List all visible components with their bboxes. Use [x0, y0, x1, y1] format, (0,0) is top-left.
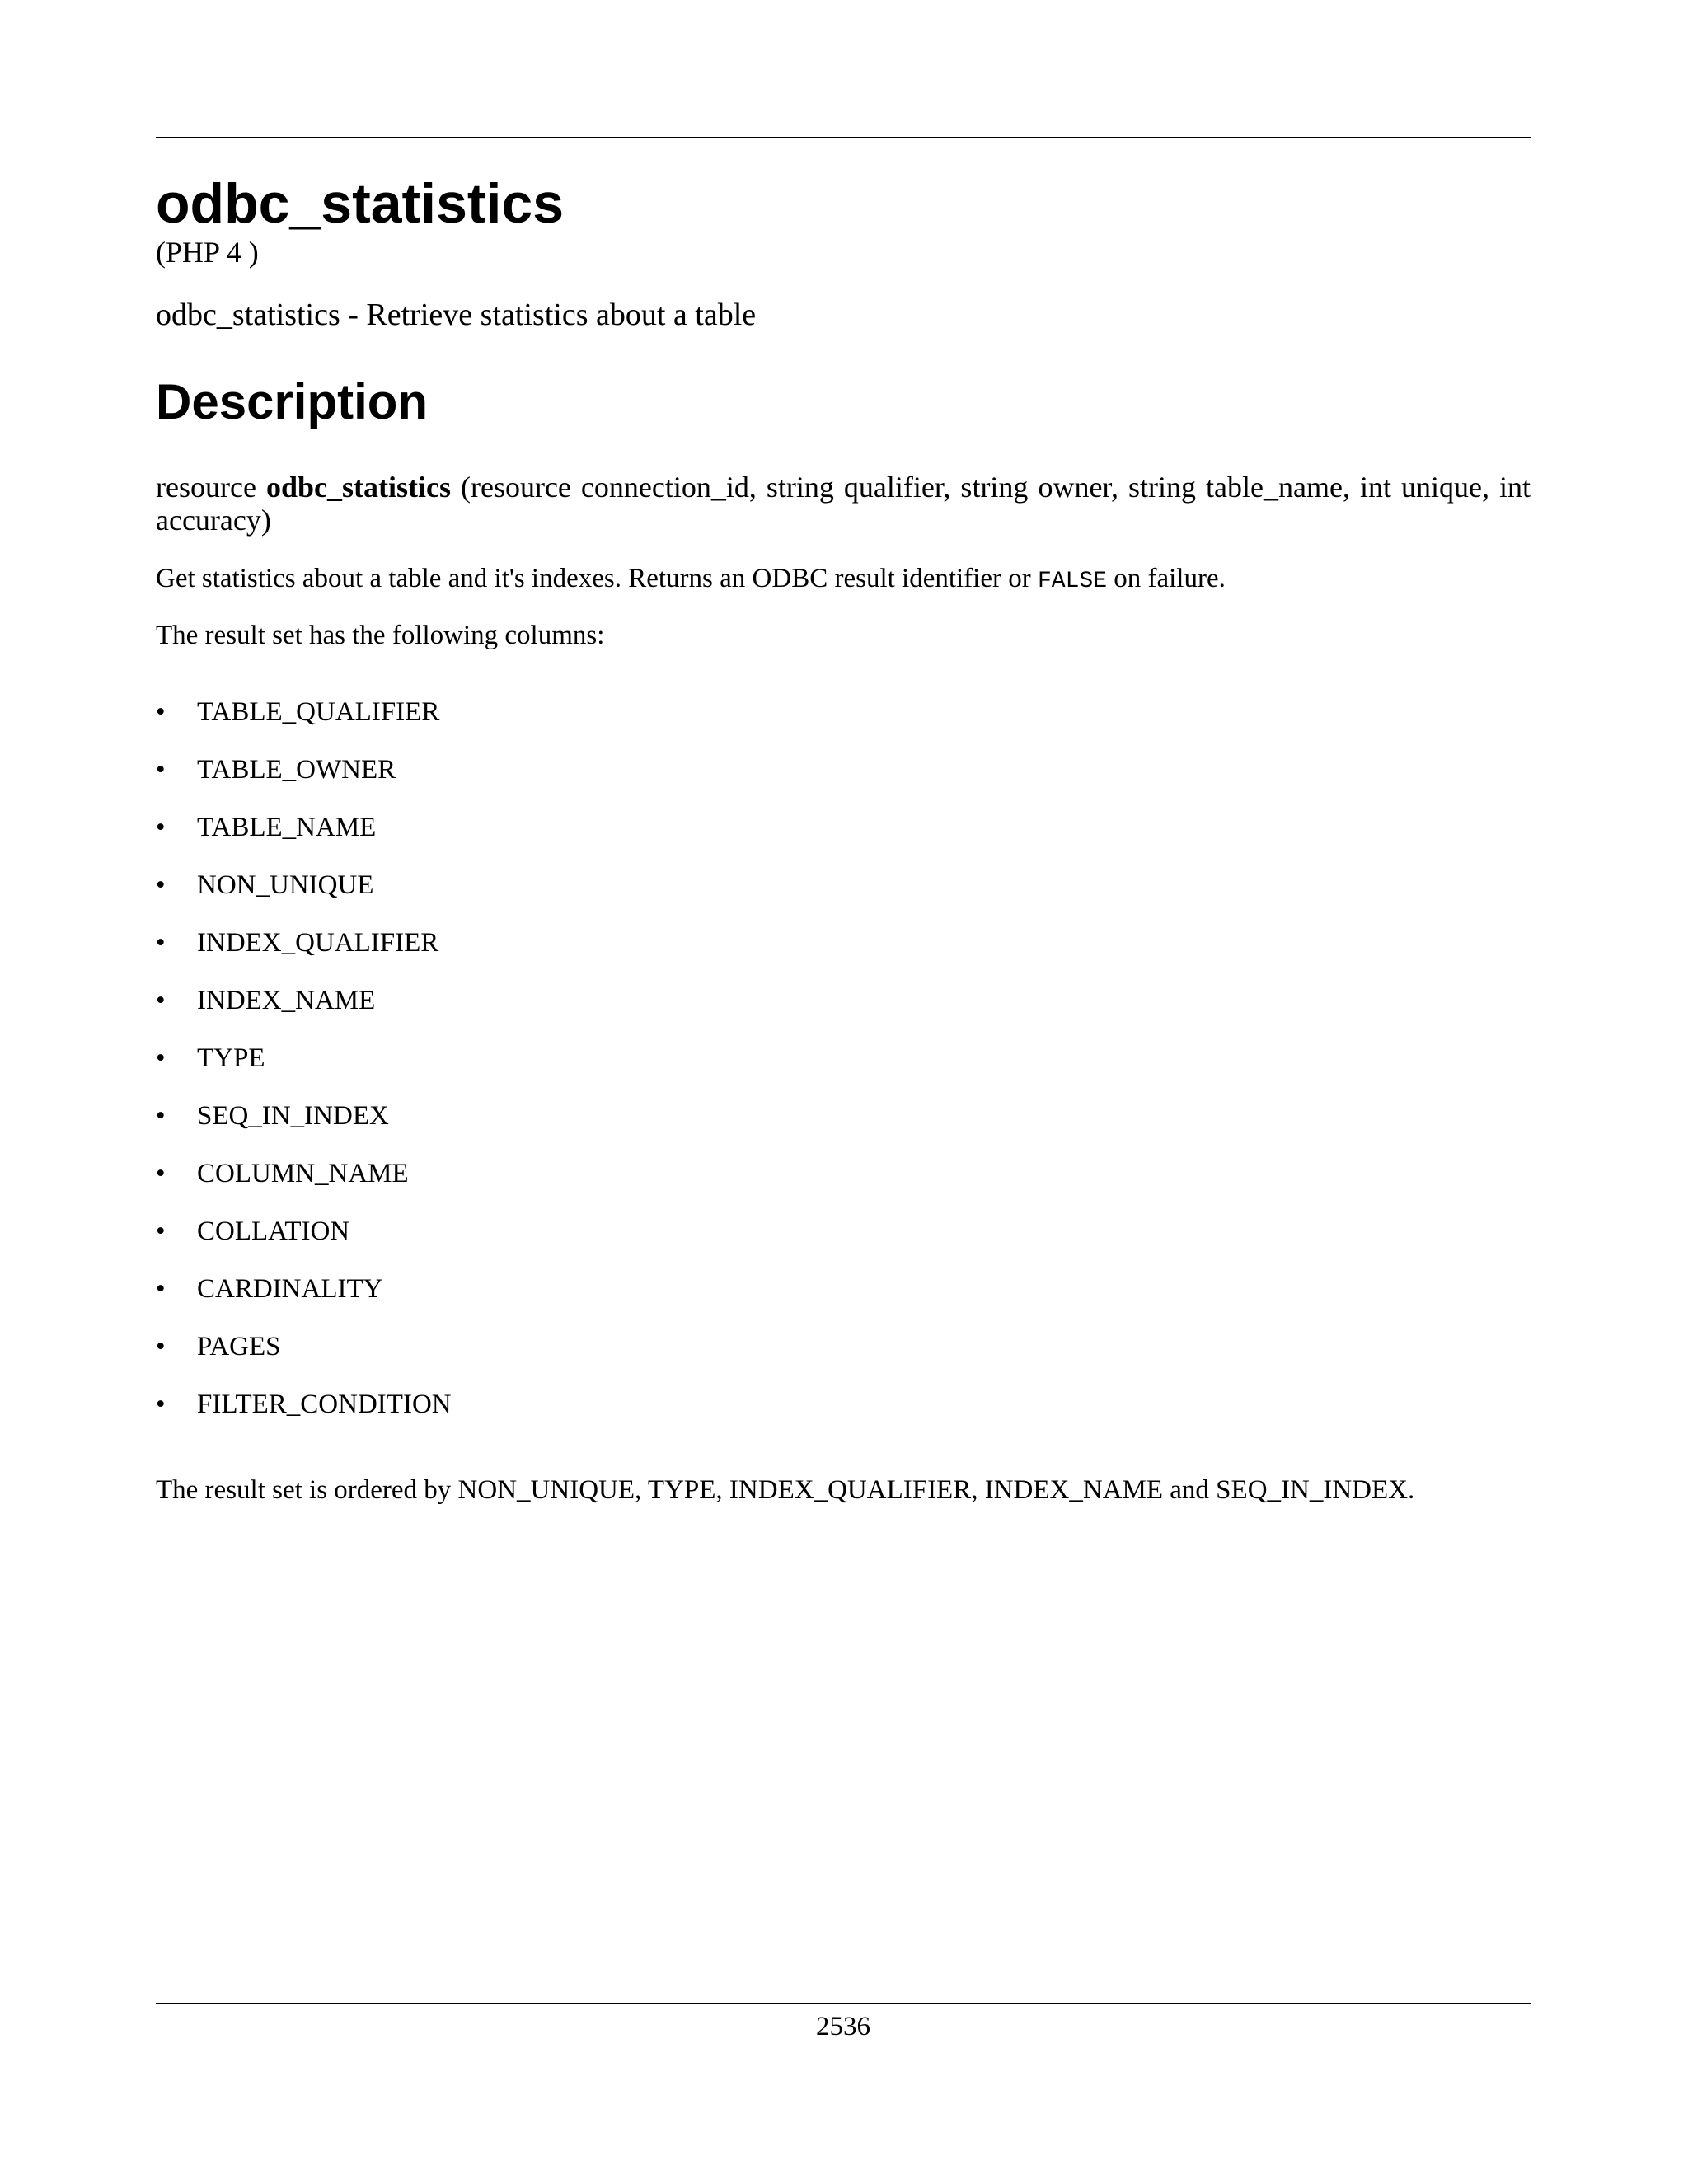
false-constant: FALSE	[1037, 568, 1107, 594]
ordering-note: The result set is ordered by NON_UNIQUE, TYPE, INDEX_QUALIFIER, INDEX_NAME and SEQ_IN_INDEX.	[156, 1475, 1415, 1506]
bullet-icon: •	[156, 1043, 166, 1074]
column-name: COLUMN_NAME	[197, 1159, 409, 1189]
synopsis-return-type: resource	[156, 471, 256, 504]
page-content	[156, 173, 1531, 1507]
description-paragraph	[156, 562, 1531, 596]
synopsis-function-name: odbc_statistics	[265, 471, 451, 504]
page-number: 2536	[816, 2012, 870, 2041]
description-text: Get statistics about a table and it's indexes. Returns an ODBC result identifier or	[156, 563, 1031, 593]
column-name: FILTER_CONDITION	[197, 1390, 452, 1420]
column-name: INDEX_QUALIFIER	[197, 928, 439, 958]
column-name: CARDINALITY	[197, 1274, 383, 1305]
column-name: TABLE_OWNER	[197, 755, 396, 785]
description-text-end: on failure.	[1114, 563, 1226, 593]
column-name: PAGES	[197, 1332, 281, 1362]
section-title-description: Description	[156, 374, 429, 430]
list-item	[156, 1099, 1531, 1157]
column-name: COLLATION	[197, 1216, 350, 1247]
list-item	[156, 753, 1531, 811]
bullet-icon: •	[156, 986, 166, 1016]
list-item	[156, 926, 1531, 984]
column-name: TYPE	[197, 1043, 265, 1074]
list-item	[156, 811, 1531, 869]
bullet-icon: •	[156, 755, 166, 785]
php-version: (PHP 4 )	[156, 235, 259, 269]
column-name: INDEX_NAME	[197, 986, 376, 1016]
column-name: SEQ_IN_INDEX	[197, 1101, 389, 1132]
column-name: TABLE_NAME	[197, 813, 377, 843]
function-title: odbc_statistics	[156, 172, 565, 235]
list-item	[156, 1330, 1531, 1388]
footer-rule	[156, 2003, 1531, 2004]
list-item	[156, 1215, 1531, 1272]
list-item	[156, 1042, 1531, 1099]
bullet-icon: •	[156, 870, 166, 901]
bullet-icon: •	[156, 1332, 166, 1362]
column-name: TABLE_QUALIFIER	[197, 697, 440, 728]
list-item	[156, 1388, 1531, 1446]
bullet-icon: •	[156, 1159, 166, 1189]
bullet-icon: •	[156, 928, 166, 958]
function-purpose: odbc_statistics - Retrieve statistics about a table	[156, 297, 757, 332]
function-synopsis	[156, 471, 1531, 537]
bullet-icon: •	[156, 1390, 166, 1420]
bullet-icon: •	[156, 813, 166, 843]
columns-intro: The result set has the following columns:	[156, 620, 605, 650]
synopsis-params: (resource connection_id, string qualifier, string owner, string table_name, int unique, int accuracy)	[156, 471, 1531, 537]
list-item	[156, 1157, 1531, 1215]
list-item	[156, 984, 1531, 1042]
bullet-icon: •	[156, 1101, 166, 1132]
list-item	[156, 696, 1531, 753]
list-item	[156, 1272, 1531, 1330]
result-columns-list	[156, 696, 1531, 1446]
column-name: NON_UNIQUE	[197, 870, 374, 901]
list-item	[156, 869, 1531, 926]
bullet-icon: •	[156, 697, 166, 728]
bullet-icon: •	[156, 1274, 166, 1305]
header-rule	[156, 137, 1531, 138]
bullet-icon: •	[156, 1216, 166, 1247]
